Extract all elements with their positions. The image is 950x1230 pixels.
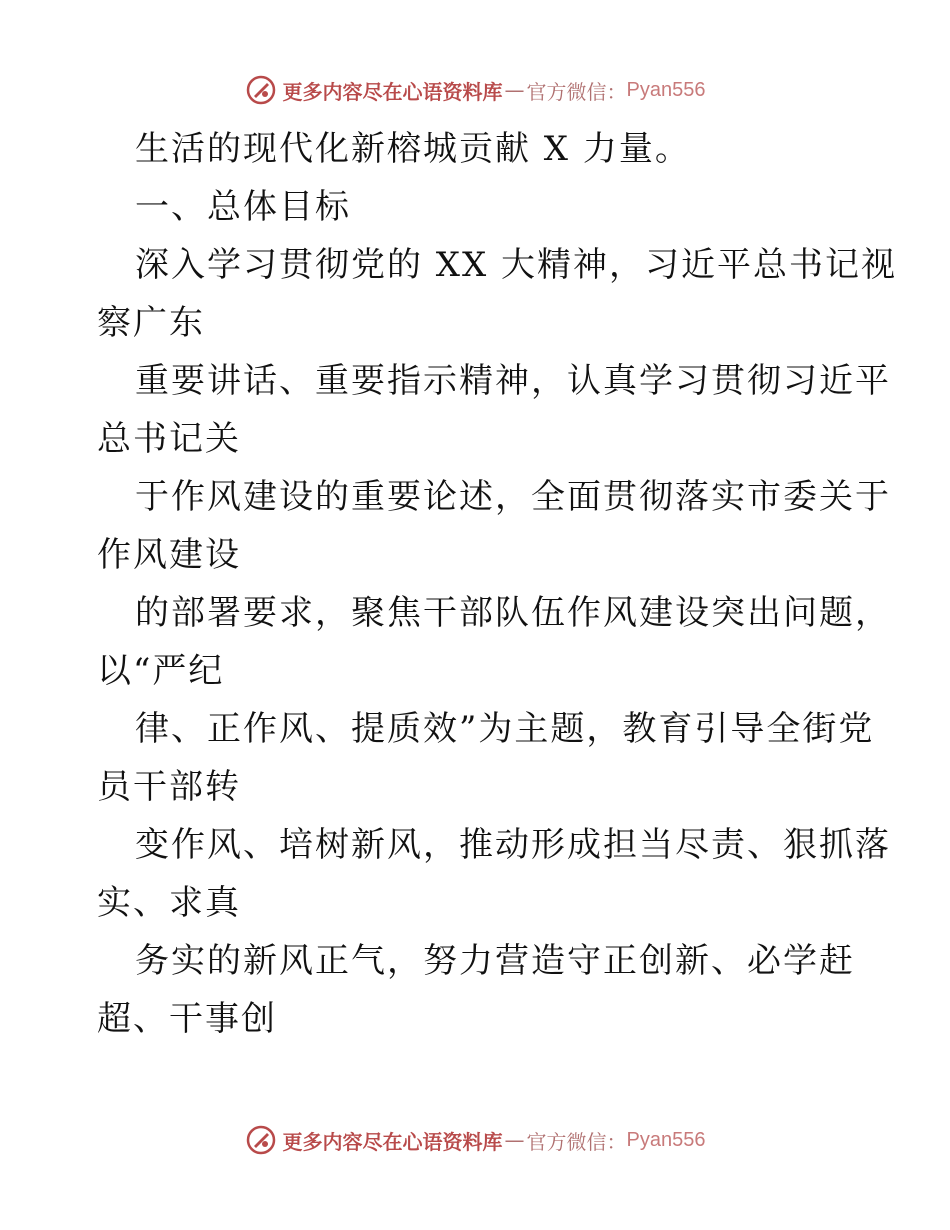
brand-logo-icon <box>245 74 277 106</box>
text-line: 务实的新风正气，努力营造守正创新、必学赶 <box>135 941 855 981</box>
watermark-id: Pyan556 <box>626 1128 706 1151</box>
header-watermark <box>0 70 950 110</box>
text-line: 以“严纪 <box>97 651 225 691</box>
text-line: 于作风建设的重要论述，全面贯彻落实市委关于 <box>135 477 891 517</box>
text-line: 一、总体目标 <box>135 187 351 227</box>
watermark-dash: — <box>504 78 525 102</box>
text-line: 律、正作风、提质效”为主题，教育引导全街党 <box>135 709 875 749</box>
text-line: 作风建设 <box>97 535 241 575</box>
text-line: 察广东 <box>97 303 205 343</box>
text-line: 变作风、培树新风，推动形成担当尽责、狠抓落 <box>135 825 891 865</box>
watermark-brand: 更多内容尽在心语资料库 <box>282 1129 503 1154</box>
brand-logo-icon <box>245 1124 277 1156</box>
text-line: 重要讲话、重要指示精神，认真学习贯彻习近平 <box>135 361 891 401</box>
text-line: 实、求真 <box>97 883 241 923</box>
document-body <box>97 120 898 1048</box>
text-line: 员干部转 <box>97 767 241 807</box>
watermark-label: 官方微信： <box>526 1129 627 1154</box>
footer-watermark <box>0 1120 950 1160</box>
text-line: 超、干事创 <box>97 999 277 1039</box>
watermark-label: 官方微信： <box>526 79 627 104</box>
text-line: 的部署要求，聚焦干部队伍作风建设突出问题， <box>135 593 891 633</box>
text-line: 总书记关 <box>97 419 241 459</box>
watermark-brand: 更多内容尽在心语资料库 <box>282 79 503 104</box>
watermark-id: Pyan556 <box>626 78 706 101</box>
watermark-dash: — <box>504 1128 525 1152</box>
text-line: 深入学习贯彻党的 XX 大精神，习近平总书记视 <box>135 245 898 285</box>
text-line: 生活的现代化新榕城贡献 X 力量。 <box>135 129 691 169</box>
